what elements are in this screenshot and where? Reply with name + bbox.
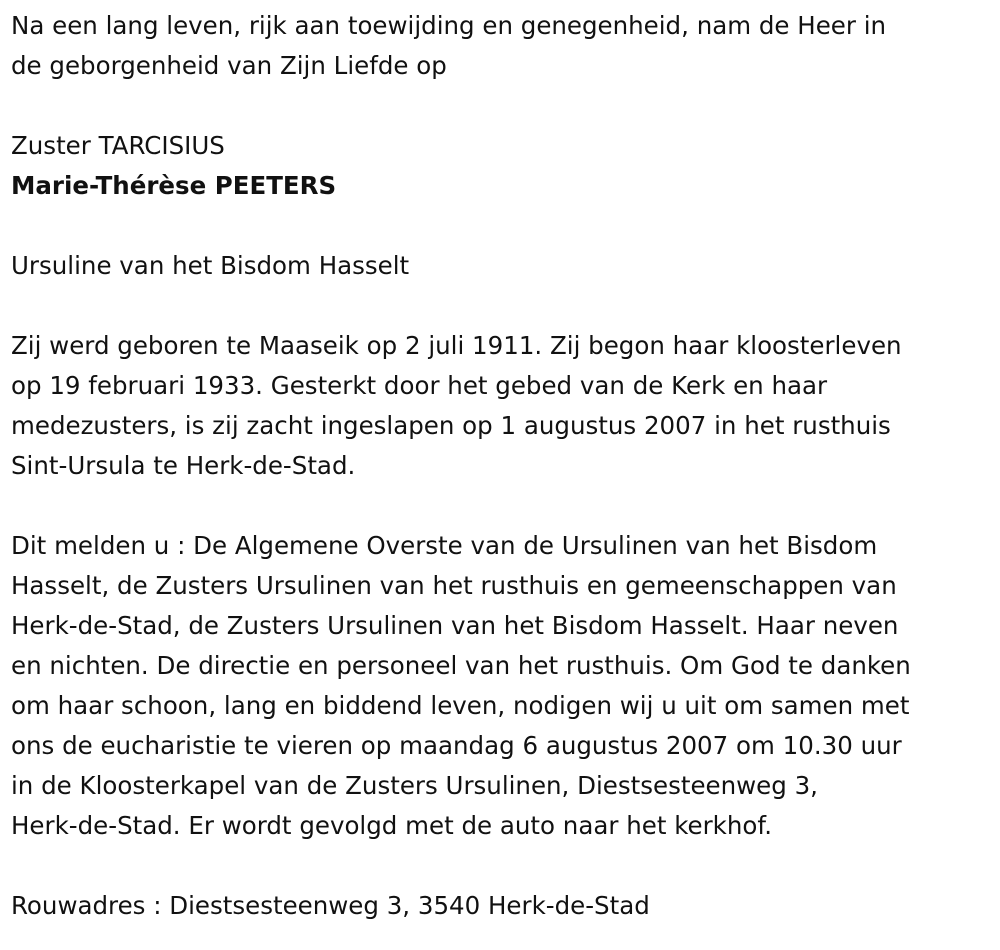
spacer [11,486,996,526]
full-name: Marie-Thérèse PEETERS [11,171,337,200]
biography-paragraph: Zij werd geboren te Maaseik op 2 juli 1911. Zij begon haar kloosterleven op 19 februari 1933. Gesterkt door het gebed van de Kerk en haar medezusters, is zij zacht ingeslapen op 1 augustus 2007 in het rusthuis Sint-Ursula te Herk-de-Stad. [11,331,902,480]
intro-paragraph: Na een lang leven, rijk aan toewijding en genegenheid, nam de Heer in de geborgenheid van Zijn Liefde op [11,11,887,80]
spacer [11,86,996,126]
order-line: Ursuline van het Bisdom Hasselt [11,251,410,280]
spacer [11,206,996,246]
mourning-address: Rouwadres : Diestsesteenweg 3, 3540 Herk-de-Stad [11,891,650,920]
spacer [11,846,996,886]
spacer [11,286,996,326]
death-notice [11,6,996,926]
religious-name: Zuster TARCISIUS [11,131,225,160]
announcement-paragraph: Dit melden u : De Algemene Overste van de Ursulinen van het Bisdom Hasselt, de Zusters Ursulinen van het rusthuis en gemeenschappen van Herk-de-Stad, de Zusters Ursulinen van het Bisdom Hasselt. Haar neven en nichten. De directie en personeel van het rusthuis. Om God te danken om haar schoon, lang en biddend leven, nodigen wij u uit om samen met ons de eucharistie te vieren op maandag 6 augustus 2007 om 10.30 uur in de Kloosterkapel van de Zusters Ursulinen, Diestsesteenweg 3, Herk-de-Stad. Er wordt gevolgd met de auto naar het kerkhof. [11,531,911,840]
